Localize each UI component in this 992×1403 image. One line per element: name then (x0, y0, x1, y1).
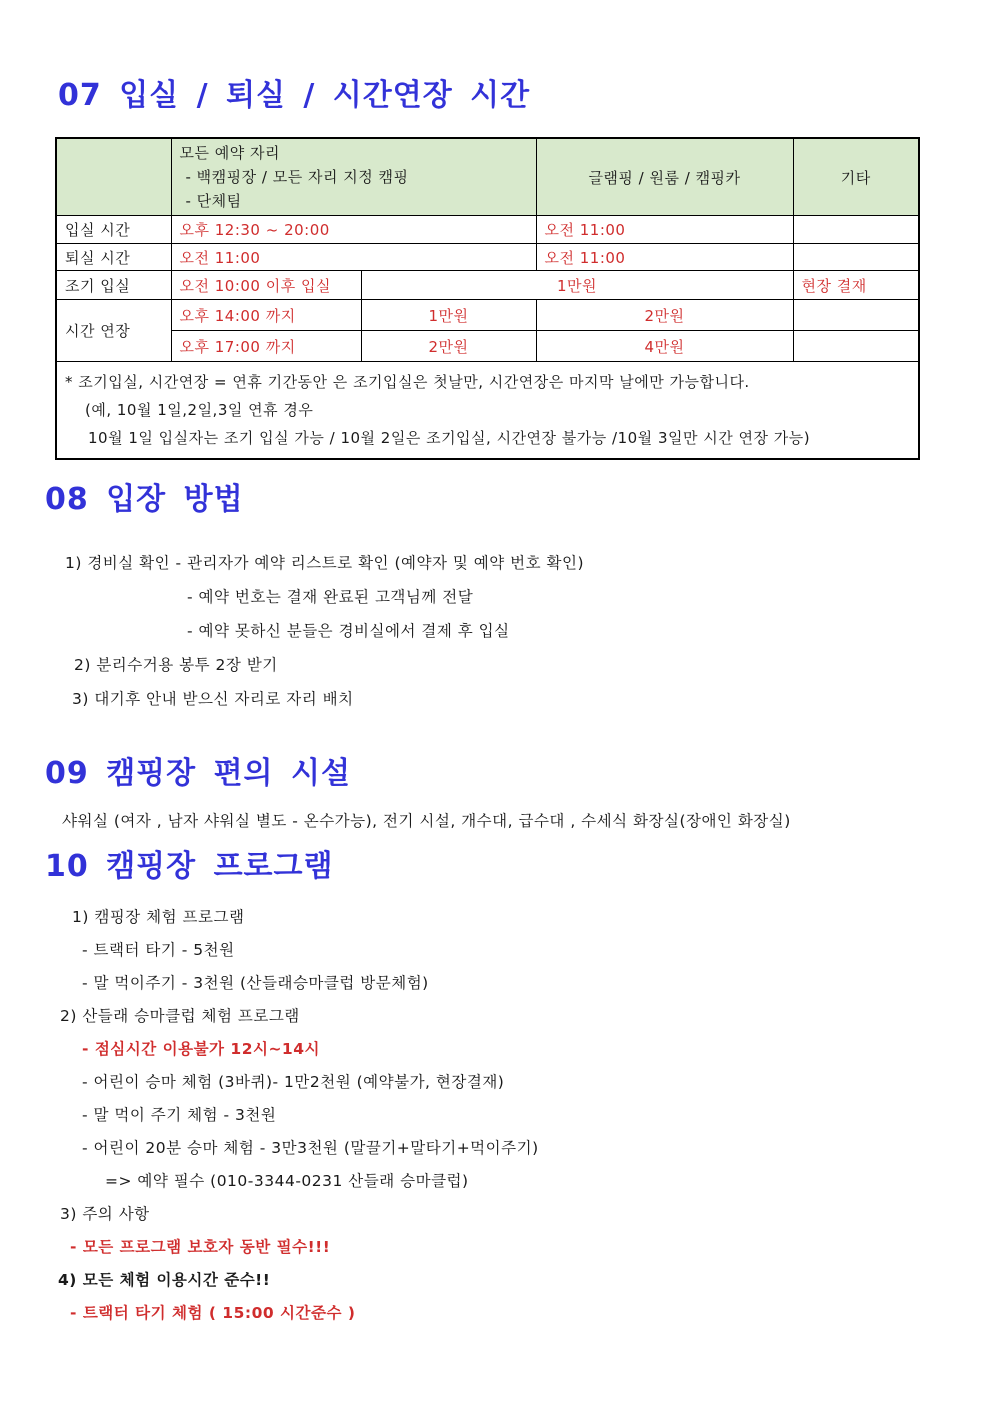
header-all-sites-cell (171, 138, 536, 216)
checkin-label: 입실 시간 (56, 216, 171, 244)
program-item-3: 3) 주의 사항 (60, 1205, 150, 1223)
extension-2-time: 오후 17:00 까지 (171, 331, 361, 362)
extension-1-etc (793, 300, 919, 331)
checkout-etc-value (793, 244, 919, 271)
program-item-1: 1) 캠핑장 체험 프로그램 (72, 908, 245, 926)
section-07-title: 07 입실 / 퇴실 / 시간연장 시간 (58, 78, 531, 113)
extension-1-time: 오후 14:00 까지 (171, 300, 361, 331)
early-checkin-payment: 현장 결재 (793, 271, 919, 300)
early-checkin-row (56, 271, 919, 300)
header-glamping-cell: 글램핑 / 원룸 / 캠핑카 (536, 138, 793, 216)
note-line-1: * 조기입실, 시간연장 = 연휴 기간동안 은 조기입실은 첫날만, 시간연장은 마지막 날에만 가능합니다. (65, 373, 750, 391)
program-lunch-unavailable: - 점심시간 이용불가 12시~14시 (82, 1040, 320, 1058)
extension-2-fee-glamping: 4만원 (536, 331, 793, 362)
program-guardian-required: - 모든 프로그램 보호자 동반 필수!!! (70, 1238, 331, 1256)
checkout-time-row (56, 244, 919, 271)
table-header-row (56, 138, 919, 216)
note-line-2: (예, 10월 1일,2일,3일 연휴 경우 (85, 401, 314, 419)
entrance-method-list (0, 546, 992, 716)
early-checkin-fee: 1만원 (361, 271, 793, 300)
checkin-checkout-table (55, 137, 920, 460)
checkin-all-sites-value: 오후 12:30 ~ 20:00 (171, 216, 536, 244)
section-10-title: 10 캠핑장 프로그램 (45, 849, 334, 884)
checkout-glamping-value: 오전 11:00 (536, 244, 793, 271)
program-item-2: 2) 산들래 승마클럽 체험 프로그램 (60, 1007, 300, 1025)
header-all-sites-line1: 모든 예약 자리 (179, 144, 280, 162)
program-horse-feeding-experience: - 말 먹이 주기 체험 - 3천원 (82, 1106, 277, 1124)
program-tractor-time: - 트랙터 타기 체험 ( 15:00 시간준수 ) (70, 1304, 356, 1322)
table-note-cell (56, 362, 919, 460)
entrance-step-3: 3) 대기후 안내 받으신 자리로 자리 배치 (72, 690, 354, 708)
time-extension-label: 시간 연장 (56, 300, 171, 362)
entrance-step-1-sub-1: - 예약 번호는 결재 완료된 고객님께 전달 (187, 588, 474, 606)
program-tractor-ride: - 트랙터 타기 - 5천원 (82, 941, 235, 959)
checkin-time-row (56, 216, 919, 244)
section-09-title: 09 캠핑장 편의 시설 (45, 756, 351, 791)
time-extension-row-2 (56, 331, 919, 362)
program-reservation-required: => 예약 필수 (010-3344-0231 산들래 승마클럽) (105, 1172, 469, 1190)
program-horse-feeding: - 말 먹이주기 - 3천원 (산들래승마클럽 방문체험) (82, 974, 429, 992)
extension-2-fee-all: 2만원 (361, 331, 536, 362)
early-checkin-label: 조기 입실 (56, 271, 171, 300)
header-all-sites-line2: - 백캠핑장 / 모든 자리 지정 캠핑 (185, 168, 409, 186)
extension-1-fee-all: 1만원 (361, 300, 536, 331)
header-empty-cell (56, 138, 171, 216)
table-note-row (56, 362, 919, 460)
entrance-step-1: 1) 경비실 확인 - 관리자가 예약 리스트로 확인 (예약자 및 예약 번호 확인) (65, 554, 584, 572)
time-extension-row-1 (56, 300, 919, 331)
section-08-title: 08 입장 방법 (45, 482, 244, 517)
checkout-all-sites-value: 오전 11:00 (171, 244, 536, 271)
checkin-etc-value (793, 216, 919, 244)
note-line-3: 10월 1일 입실자는 조기 입실 가능 / 10월 2일은 조기입실, 시간연장 불가능 /10월 3일만 시간 연장 가능) (88, 429, 811, 447)
extension-1-fee-glamping: 2만원 (536, 300, 793, 331)
checkout-label: 퇴실 시간 (56, 244, 171, 271)
header-etc-cell: 기타 (793, 138, 919, 216)
program-item-4: 4) 모든 체험 이용시간 준수!! (58, 1271, 271, 1289)
early-checkin-time: 오전 10:00 이후 입실 (171, 271, 361, 300)
entrance-step-2: 2) 분리수거용 봉투 2장 받기 (74, 656, 278, 674)
program-kids-20min-riding: - 어린이 20분 승마 체험 - 3만3천원 (말끌기+말타기+먹이주기) (82, 1139, 539, 1157)
checkin-glamping-value: 오전 11:00 (536, 216, 793, 244)
facilities-description: 샤워실 (여자 , 남자 샤워실 별도 - 온수가능), 전기 시설, 개수대, 급수대 , 수세식 화장실(장애인 화장실) (62, 812, 791, 830)
extension-2-etc (793, 331, 919, 362)
header-all-sites-line3: - 단체팀 (185, 192, 242, 210)
program-list (0, 901, 992, 1330)
program-kids-riding: - 어린이 승마 체험 (3바퀴)- 1만2천원 (예약불가, 현장결재) (82, 1073, 505, 1091)
entrance-step-1-sub-2: - 예약 못하신 분들은 경비실에서 결제 후 입실 (187, 622, 510, 640)
